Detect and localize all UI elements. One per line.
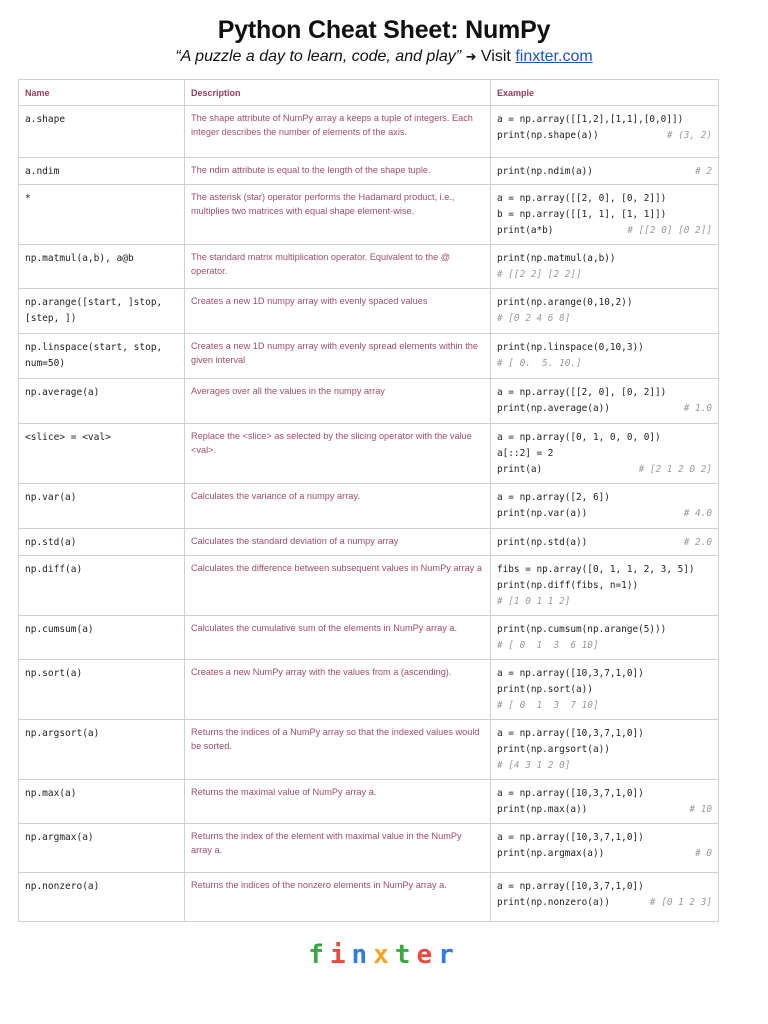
code-example xyxy=(491,556,719,616)
function-description: Calculates the difference between subsequent values in NumPy array a xyxy=(185,556,491,616)
function-name: np.nonzero(a) xyxy=(19,873,185,922)
code-text: a = np.array([[1,2],[1,1],[0,0]]) xyxy=(497,114,684,125)
code-text: print(np.linspace(0,10,3)) xyxy=(497,342,644,353)
code-text: print(np.nonzero(a)) xyxy=(497,897,610,908)
code-line xyxy=(497,622,712,638)
code-text: print(np.average(a)) xyxy=(497,403,610,414)
table-row xyxy=(19,245,719,289)
code-line xyxy=(497,758,712,774)
code-line xyxy=(497,638,712,654)
function-description: Returns the indices of a NumPy array so that the indexed values would be sorted. xyxy=(185,720,491,780)
code-line xyxy=(497,385,712,401)
code-example xyxy=(491,185,719,245)
code-line xyxy=(497,112,712,128)
function-name: np.sort(a) xyxy=(19,660,185,720)
code-result-comment: # 2 xyxy=(695,166,712,177)
code-example xyxy=(491,873,719,922)
table-header-row xyxy=(19,80,719,106)
function-description: Calculates the standard deviation of a numpy array xyxy=(185,529,491,556)
function-description: Creates a new NumPy array with the values from a (ascending). xyxy=(185,660,491,720)
table-row xyxy=(19,529,719,556)
code-text: a = np.array([10,3,7,1,0]) xyxy=(497,832,644,843)
table-row xyxy=(19,484,719,529)
function-name: np.std(a) xyxy=(19,529,185,556)
code-line xyxy=(497,295,712,311)
table-row xyxy=(19,824,719,873)
code-text: a = np.array([10,3,7,1,0]) xyxy=(497,788,644,799)
code-comment: # [4 3 1 2 0] xyxy=(497,760,571,771)
column-header-description: Description xyxy=(185,80,491,106)
code-line xyxy=(497,830,712,846)
code-line xyxy=(497,191,712,207)
function-description: Replace the <slice> as selected by the slicing operator with the value <val>. xyxy=(185,424,491,484)
function-name: <slice> = <val> xyxy=(19,424,185,484)
code-example xyxy=(491,616,719,660)
code-line xyxy=(497,356,712,372)
code-line xyxy=(497,742,712,758)
code-line xyxy=(497,462,712,478)
table-row xyxy=(19,289,719,334)
code-example xyxy=(491,245,719,289)
code-example xyxy=(491,484,719,529)
code-line xyxy=(497,562,712,578)
table-body xyxy=(19,106,719,922)
table-row xyxy=(19,660,719,720)
function-description: Creates a new 1D numpy array with evenly spread elements within the given interval xyxy=(185,334,491,379)
code-text: a = np.array([[2, 0], [0, 2]]) xyxy=(497,387,667,398)
code-result-comment: # 1.0 xyxy=(683,403,712,414)
function-name: np.var(a) xyxy=(19,484,185,529)
function-name: * xyxy=(19,185,185,245)
subtitle-visit: Visit xyxy=(480,48,511,65)
code-result-comment: # 10 xyxy=(689,804,712,815)
code-text: a = np.array([10,3,7,1,0]) xyxy=(497,668,644,679)
code-line xyxy=(497,895,712,911)
code-example xyxy=(491,379,719,424)
logo-letter: r xyxy=(438,940,460,970)
code-line xyxy=(497,594,712,610)
page-title: Python Cheat Sheet: NumPy xyxy=(217,16,551,44)
table-row xyxy=(19,720,719,780)
code-line xyxy=(497,430,712,446)
finxter-logo xyxy=(0,940,768,970)
code-example xyxy=(491,529,719,556)
code-line xyxy=(497,311,712,327)
code-example xyxy=(491,424,719,484)
code-text: a = np.array([[2, 0], [0, 2]]) xyxy=(497,193,667,204)
code-line xyxy=(497,340,712,356)
code-line xyxy=(497,535,712,551)
code-line xyxy=(497,726,712,742)
code-line xyxy=(497,267,712,283)
code-comment: # [1 0 1 1 2] xyxy=(497,596,571,607)
table-row xyxy=(19,334,719,379)
function-name: np.arange([start, ]stop, [step, ]) xyxy=(19,289,185,334)
code-result-comment: # [0 1 2 3] xyxy=(649,897,712,908)
function-name: np.argsort(a) xyxy=(19,720,185,780)
table-row xyxy=(19,158,719,185)
code-line xyxy=(497,802,712,818)
code-text: print(np.argmax(a)) xyxy=(497,848,605,859)
code-line xyxy=(497,506,712,522)
code-comment: # [ 0 1 3 6 10] xyxy=(497,640,599,651)
table-row xyxy=(19,379,719,424)
code-line xyxy=(497,223,712,239)
function-description: Calculates the cumulative sum of the elements in NumPy array a. xyxy=(185,616,491,660)
finxter-link[interactable]: finxter.com xyxy=(515,48,593,65)
code-example xyxy=(491,720,719,780)
function-name: np.argmax(a) xyxy=(19,824,185,873)
code-result-comment: # (3, 2) xyxy=(666,130,712,141)
code-comment: # [0 2 4 6 8] xyxy=(497,313,571,324)
code-text: print(np.arange(0,10,2)) xyxy=(497,297,633,308)
function-name: a.ndim xyxy=(19,158,185,185)
function-name: np.average(a) xyxy=(19,379,185,424)
code-line xyxy=(497,164,712,180)
code-example xyxy=(491,158,719,185)
code-result-comment: # [[2 0] [0 2]] xyxy=(627,225,712,236)
code-result-comment: # 0 xyxy=(695,848,712,859)
table-row xyxy=(19,424,719,484)
function-description: Returns the indices of the nonzero elements in NumPy array a. xyxy=(185,873,491,922)
code-comment: # [ 0 1 3 7 10] xyxy=(497,700,599,711)
code-text: print(a*b) xyxy=(497,225,554,236)
logo-letter: n xyxy=(351,940,374,970)
code-line xyxy=(497,490,712,506)
code-example xyxy=(491,289,719,334)
logo-letter: t xyxy=(394,940,417,970)
table-row xyxy=(19,106,719,158)
function-description: Calculates the variance of a numpy array. xyxy=(185,484,491,529)
code-line xyxy=(497,446,712,462)
logo-letter: e xyxy=(416,940,439,970)
code-text: print(a) xyxy=(497,464,543,475)
code-example xyxy=(491,824,719,873)
code-text: print(np.std(a)) xyxy=(497,537,588,548)
code-text: print(np.var(a)) xyxy=(497,508,588,519)
code-line xyxy=(497,682,712,698)
code-text: print(np.sort(a)) xyxy=(497,684,593,695)
code-example xyxy=(491,660,719,720)
function-name: np.cumsum(a) xyxy=(19,616,185,660)
function-description: Averages over all the values in the numpy array xyxy=(185,379,491,424)
code-text: a = np.array([2, 6]) xyxy=(497,492,610,503)
table-row xyxy=(19,873,719,922)
cheat-sheet-table xyxy=(18,79,719,922)
code-text: b = np.array([[1, 1], [1, 1]]) xyxy=(497,209,667,220)
code-text: a = np.array([10,3,7,1,0]) xyxy=(497,728,644,739)
code-text: a[::2] = 2 xyxy=(497,448,554,459)
code-line xyxy=(497,128,712,144)
code-line xyxy=(497,578,712,594)
code-example xyxy=(491,780,719,824)
code-line xyxy=(497,666,712,682)
code-line xyxy=(497,879,712,895)
code-line xyxy=(497,207,712,223)
function-description: Creates a new 1D numpy array with evenly spaced values xyxy=(185,289,491,334)
table-row xyxy=(19,616,719,660)
code-example xyxy=(491,106,719,158)
function-name: np.diff(a) xyxy=(19,556,185,616)
code-example xyxy=(491,334,719,379)
logo-letter: x xyxy=(373,940,395,970)
function-name: np.matmul(a,b), a@b xyxy=(19,245,185,289)
function-name: a.shape xyxy=(19,106,185,158)
logo-letter: f xyxy=(308,940,330,970)
function-name: np.max(a) xyxy=(19,780,185,824)
table-row xyxy=(19,185,719,245)
column-header-example: Example xyxy=(491,80,719,106)
function-description: The asterisk (star) operator performs the Hadamard product, i.e., multiplies two matrices with equal shape element-wise. xyxy=(185,185,491,245)
table-row xyxy=(19,556,719,616)
function-description: The ndim attribute is equal to the length of the shape tuple. xyxy=(185,158,491,185)
code-result-comment: # 2.0 xyxy=(683,537,712,548)
function-description: The standard matrix multiplication operator. Equivalent to the @ operator. xyxy=(185,245,491,289)
table-row xyxy=(19,780,719,824)
code-text: print(np.matmul(a,b)) xyxy=(497,253,616,264)
subtitle-quote: “A puzzle a day to learn, code, and play” xyxy=(175,48,462,65)
code-comment: # [[2 2] [2 2]] xyxy=(497,269,582,280)
code-text: a = np.array([0, 1, 0, 0, 0]) xyxy=(497,432,661,443)
logo-letter: i xyxy=(329,940,352,970)
function-description: Returns the index of the element with maximal value in the NumPy array a. xyxy=(185,824,491,873)
code-text: print(np.cumsum(np.arange(5))) xyxy=(497,624,667,635)
function-description: The shape attribute of NumPy array a keeps a tuple of integers. Each integer describes the number of elements of the axis. xyxy=(185,106,491,158)
code-text: print(np.diff(fibs, n=1)) xyxy=(497,580,639,591)
arrow-right-icon: ➜ xyxy=(465,49,477,64)
code-result-comment: # 4.0 xyxy=(683,508,712,519)
code-text: a = np.array([10,3,7,1,0]) xyxy=(497,881,644,892)
code-line xyxy=(497,251,712,267)
function-name: np.linspace(start, stop, num=50) xyxy=(19,334,185,379)
code-line xyxy=(497,698,712,714)
code-line xyxy=(497,786,712,802)
code-text: print(np.ndim(a)) xyxy=(497,166,593,177)
code-text: print(np.argsort(a)) xyxy=(497,744,610,755)
code-comment: # [ 0. 5. 10.] xyxy=(497,358,582,369)
code-text: print(np.max(a)) xyxy=(497,804,588,815)
code-text: fibs = np.array([0, 1, 1, 2, 3, 5]) xyxy=(497,564,695,575)
code-result-comment: # [2 1 2 0 2] xyxy=(638,464,712,475)
code-line xyxy=(497,401,712,417)
code-line xyxy=(497,846,712,862)
column-header-name: Name xyxy=(19,80,185,106)
subtitle xyxy=(0,48,768,66)
code-text: print(np.shape(a)) xyxy=(497,130,599,141)
function-description: Returns the maximal value of NumPy array a. xyxy=(185,780,491,824)
